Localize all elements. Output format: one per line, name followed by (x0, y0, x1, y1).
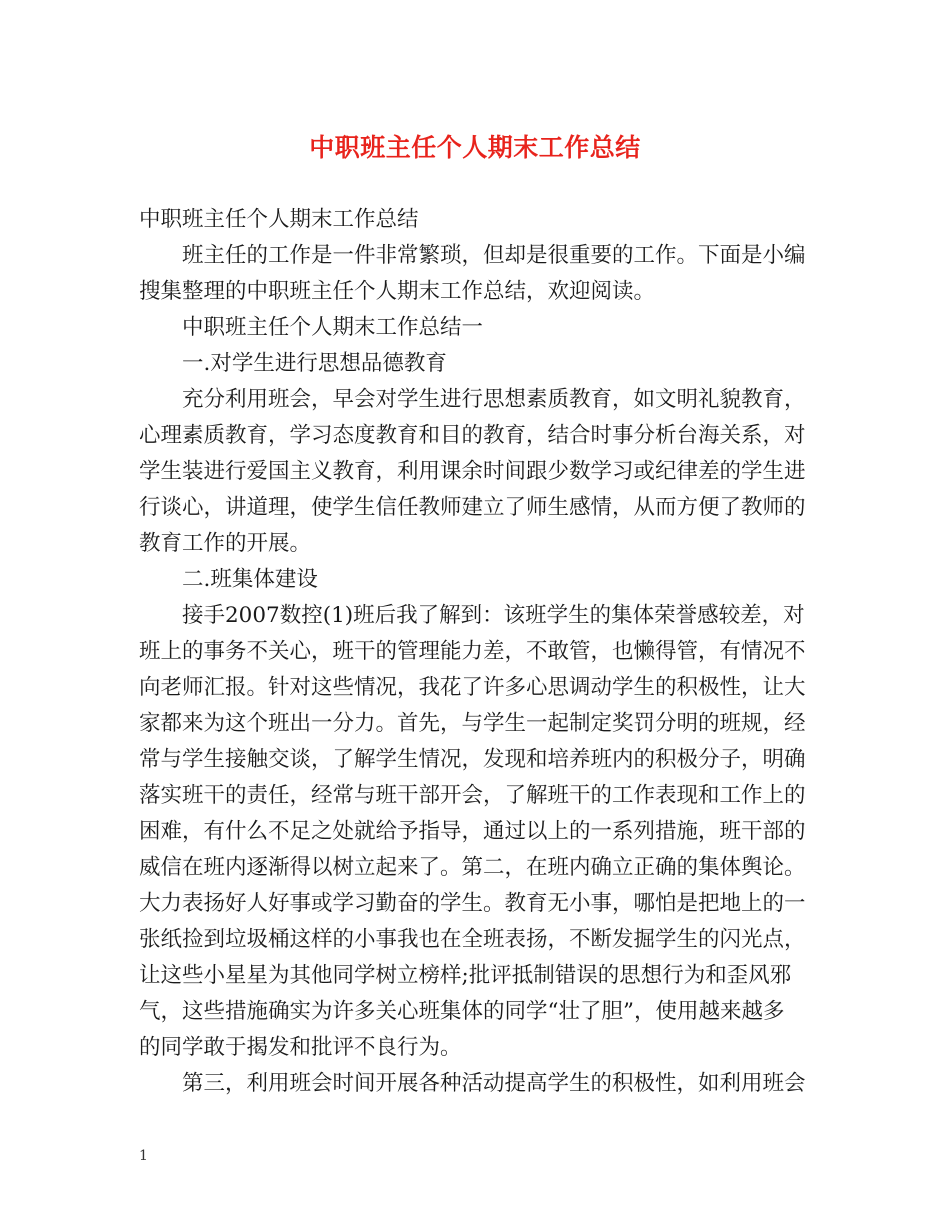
paragraph-line: 行谈心，讲道理，使学生信任教师建立了师生感情，从而方便了教师的 (139, 495, 806, 520)
paragraph-line: 威信在班内逐渐得以树立起来了。第二，在班内确立正确的集体舆论。 (139, 855, 806, 880)
paragraph-line: 心理素质教育，学习态度教育和目的教育，结合时事分析台海关系，对 (139, 423, 806, 448)
paragraph-line: 班上的事务不关心，班干的管理能力差，不敢管，也懒得管，有情况不 (139, 639, 806, 664)
paragraph-line: 张纸捡到垃圾桶这样的小事我也在全班表扬，不断发掘学生的闪光点， (139, 927, 806, 952)
section-heading: 中职班主任个人期末工作总结一 (182, 315, 484, 340)
paragraph-line: 家都来为这个班出一分力。首先，与学生一起制定奖罚分明的班规，经 (139, 711, 806, 736)
paragraph-line: 大力表扬好人好事或学习勤奋的学生。教育无小事，哪怕是把地上的一 (139, 891, 806, 916)
paragraph-line: 学生装进行爱国主义教育，利用课余时间跟少数学习或纪律差的学生进 (139, 459, 806, 484)
paragraph-line: 向老师汇报。针对这些情况，我花了许多心思调动学生的积极性，让大 (139, 675, 806, 700)
paragraph-line: 气，这些措施确实为许多关心班集体的同学“壮了胆”，使用越来越多 (139, 999, 785, 1024)
paragraph-line: 接手2007数控(1)班后我了解到：该班学生的集体荣誉感较差，对 (182, 603, 805, 628)
page-number: 1 (139, 1148, 148, 1164)
paragraph-line: 第三，利用班会时间开展各种活动提高学生的积极性，如利用班会 (182, 1071, 806, 1096)
section-heading: 二.班集体建设 (182, 567, 318, 592)
paragraph-line: 班主任的工作是一件非常繁琐，但却是很重要的工作。下面是小编 (182, 243, 806, 268)
paragraph-line: 搜集整理的中职班主任个人期末工作总结，欢迎阅读。 (139, 279, 656, 304)
paragraph-line: 困难，有什么不足之处就给予指导，通过以上的一系列措施，班干部的 (139, 819, 806, 844)
paragraph-line: 落实班干的责任，经常与班干部开会，了解班干的工作表现和工作上的 (139, 783, 806, 808)
paragraph-line: 让这些小星星为其他同学树立榜样;批评抵制错误的思想行为和歪风邪 (139, 963, 792, 988)
paragraph-line: 教育工作的开展。 (139, 531, 312, 556)
paragraph-line: 的同学敢于揭发和批评不良行为。 (139, 1035, 462, 1060)
paragraph-line: 常与学生接触交谈，了解学生情况，发现和培养班内的积极分子，明确 (139, 747, 806, 772)
section-heading: 一.对学生进行思想品德教育 (182, 351, 447, 376)
subtitle-line: 中职班主任个人期末工作总结 (139, 207, 419, 232)
paragraph-line: 充分利用班会，早会对学生进行思想素质教育，如文明礼貌教育， (182, 387, 806, 412)
document-title: 中职班主任个人期末工作总结 (309, 133, 641, 162)
